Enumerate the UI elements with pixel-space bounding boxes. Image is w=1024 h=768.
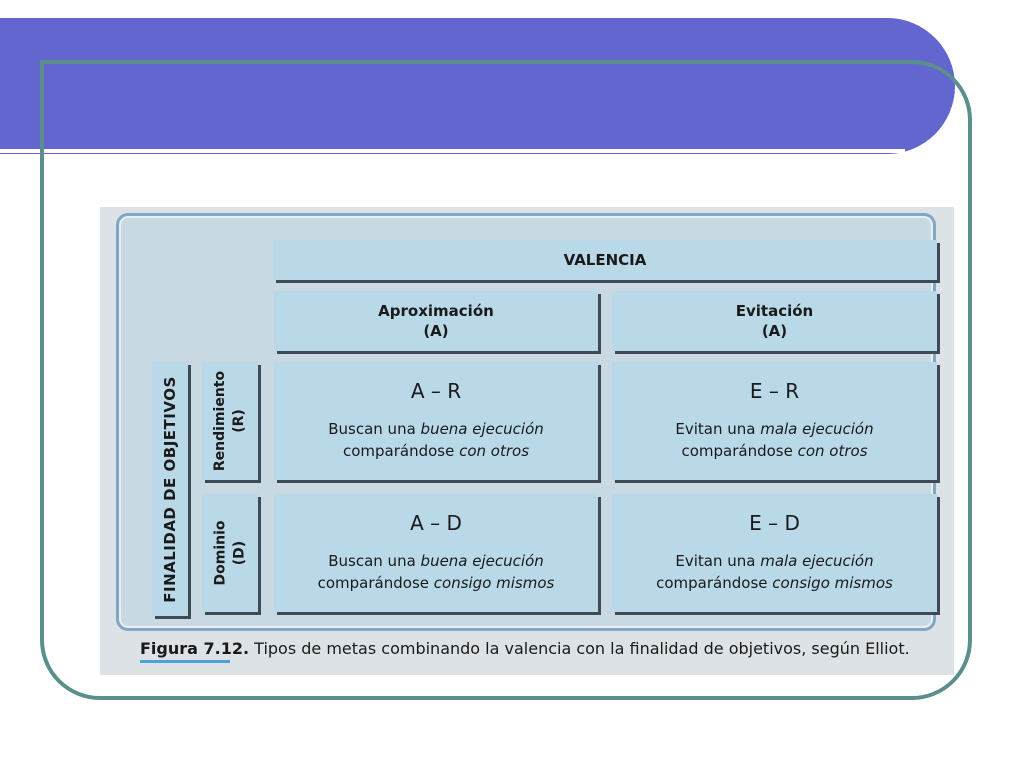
row-dominio: [202, 494, 258, 612]
row-axis-label: FINALIDAD DE OBJETIVOS: [160, 375, 179, 603]
row-label: Rendimiento: [212, 370, 229, 472]
caption-label: Figura 7.12.: [140, 639, 250, 658]
row-code: (R): [231, 409, 248, 433]
quadrant-a-d: [274, 494, 598, 612]
figure-caption: [140, 639, 910, 658]
column-aproximacion: [274, 291, 598, 351]
caption-text: Tipos de metas combinando la valencia con la finalidad de objetivos, según Elliot.: [249, 639, 910, 658]
quadrant-code: A – D: [410, 511, 462, 535]
caption-underline: [140, 660, 230, 663]
column-label: Aproximación: [378, 302, 494, 320]
quadrant-e-d: [612, 494, 937, 612]
row-label: Dominio: [212, 520, 229, 586]
quadrant-code: E – R: [749, 379, 800, 403]
column-code: (A): [423, 322, 449, 340]
column-code: (A): [761, 322, 788, 340]
quadrant-a-r: [274, 362, 598, 480]
valencia-header: VALENCIA: [273, 240, 937, 280]
quadrant-code: A – R: [410, 379, 462, 403]
row-code: (D): [231, 540, 248, 566]
quadrant-description: Evitan una mala ejecución comparándose con otros: [675, 420, 874, 460]
quadrant-description: Buscan una buena ejecución comparándose con otros: [328, 420, 544, 460]
row-rendimiento: [202, 362, 258, 480]
quadrant-e-r: [612, 362, 937, 480]
quadrant-description: Buscan una buena ejecución comparándose consigo mismos: [317, 552, 555, 592]
figure-panel: [116, 213, 936, 631]
quadrant-code: E – D: [749, 511, 800, 535]
quadrant-description: Evitan una mala ejecución comparándose consigo mismos: [656, 552, 893, 592]
row-axis-finalidad: [152, 362, 188, 616]
figure-scan: [100, 207, 954, 675]
column-label: Evitación: [735, 302, 814, 320]
column-evitacion: [612, 291, 937, 351]
